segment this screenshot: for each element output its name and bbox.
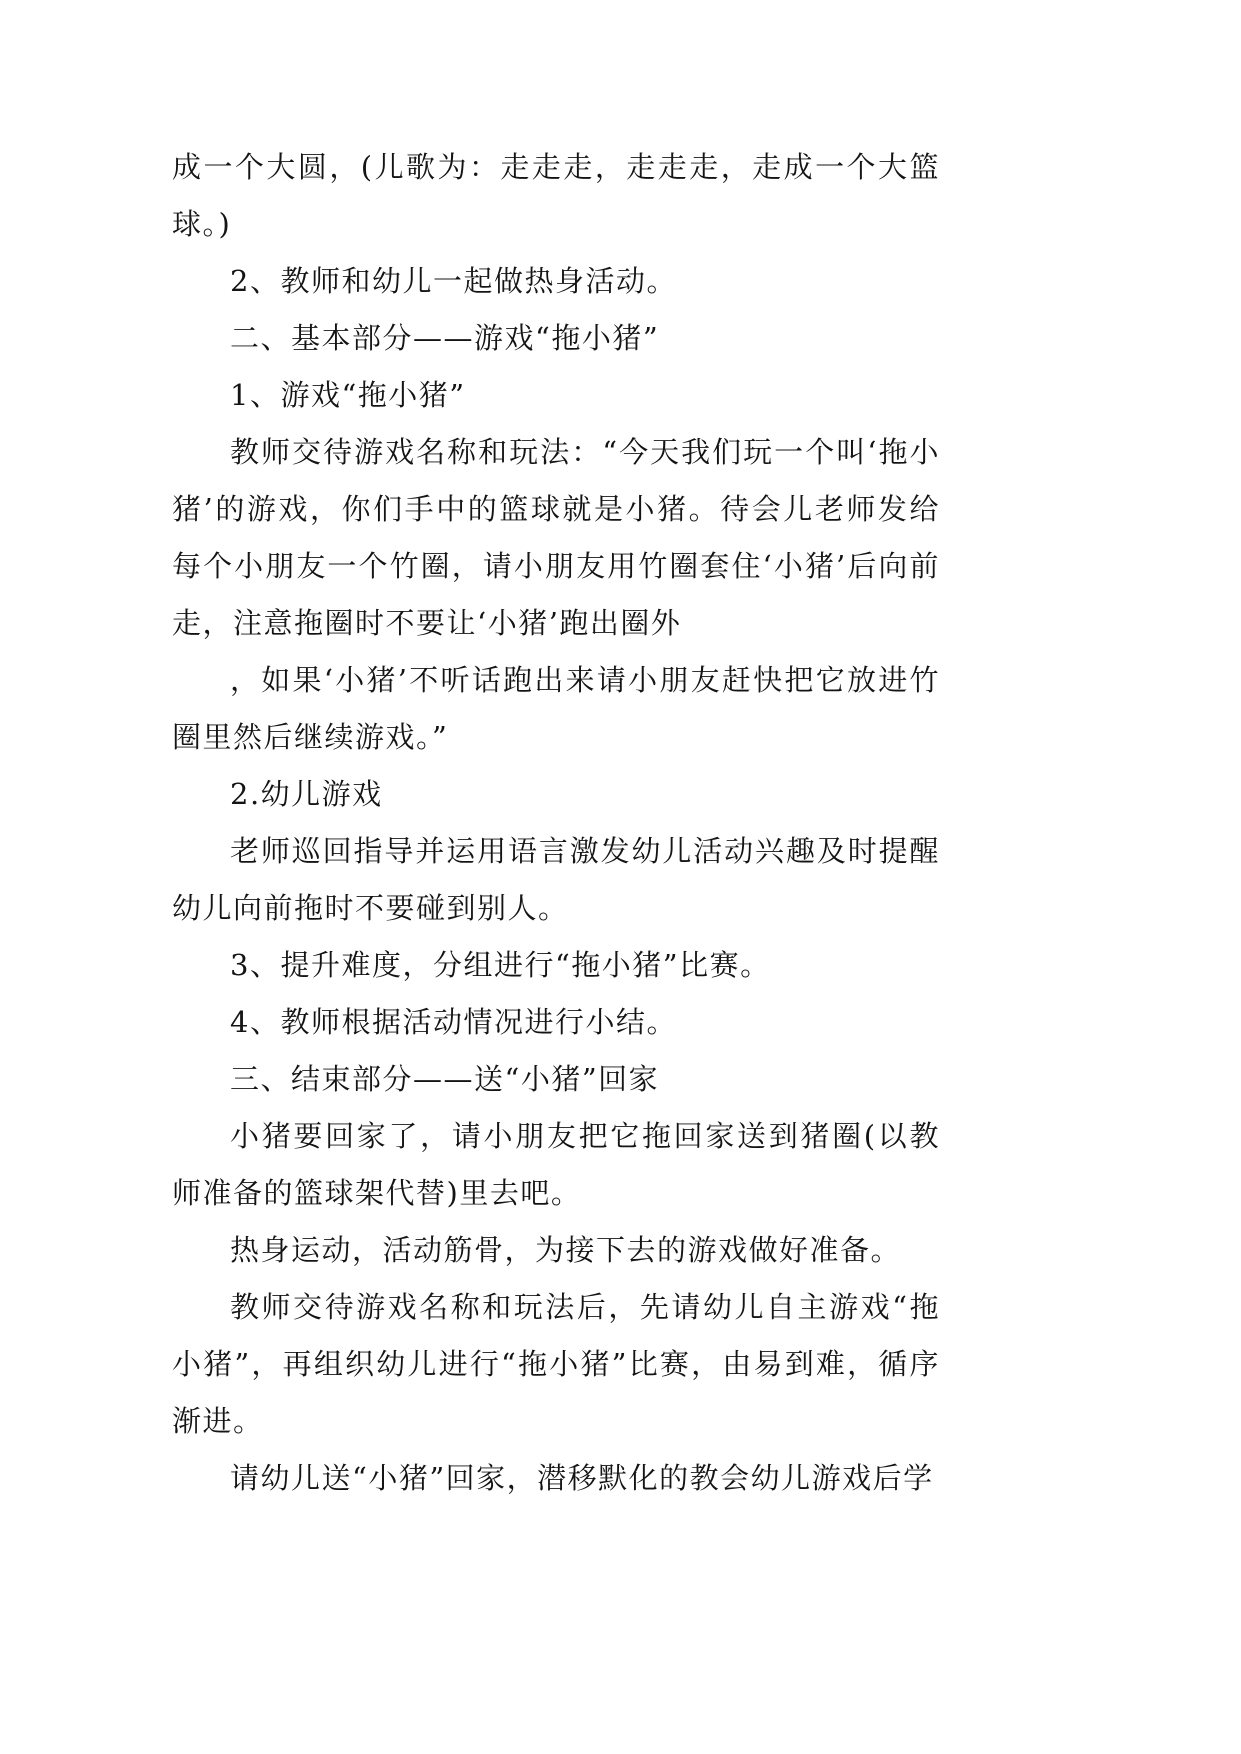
section-heading-ending-part: 三、结束部分——送“小猪”回家: [230, 1062, 660, 1096]
paragraph-reflection-warmup: 热身运动，活动筋骨，为接下去的游戏做好准备。: [230, 1233, 902, 1267]
paragraph-difficulty: 3、提升难度，分组进行“拖小猪”比赛。: [230, 948, 771, 982]
paragraph-teacher-guidance: 老师巡回指导并运用语言激发幼儿活动兴趣及时提醒幼儿向前拖时不要碰到别人。: [172, 834, 940, 925]
subheading-game: 1、游戏“拖小猪”: [230, 378, 466, 412]
document-body: [172, 139, 940, 1507]
paragraph-reflection-ending: 请幼儿送“小猪”回家，潜移默化的教会幼儿游戏后学: [230, 1461, 934, 1495]
paragraph-continuation: 成一个大圆，(儿歌为：走走走，走走走，走成一个大篮球。): [172, 150, 940, 241]
paragraph-send-home: 小猪要回家了，请小朋友把它拖回家送到猪圈(以教师准备的篮球架代替)里去吧。: [172, 1119, 940, 1210]
paragraph-summary: 4、教师根据活动情况进行小结。: [230, 1005, 677, 1039]
paragraph-game-rules: 教师交待游戏名称和玩法：“今天我们玩一个叫‘拖小猪’的游戏，你们手中的篮球就是小猪。待会儿老师发给每个小朋友一个竹圈，请小朋友用竹圈套住‘小猪’后向前走，注意拖圈时不要让‘小猪’跑出圈外: [172, 435, 940, 640]
paragraph-reflection-game: 教师交待游戏名称和玩法后，先请幼儿自主游戏“拖小猪”，再组织幼儿进行“拖小猪”比赛，由易到难，循序渐进。: [172, 1290, 940, 1438]
paragraph-warmup-step: 2、教师和幼儿一起做热身活动。: [230, 264, 677, 298]
paragraph-game-rules-continued: ，如果‘小猪’不听话跑出来请小朋友赶快把它放进竹圈里然后继续游戏。”: [172, 663, 940, 754]
section-heading-basic-part: 二、基本部分——游戏“拖小猪”: [230, 321, 660, 355]
subheading-children-play: 2.幼儿游戏: [230, 777, 383, 811]
